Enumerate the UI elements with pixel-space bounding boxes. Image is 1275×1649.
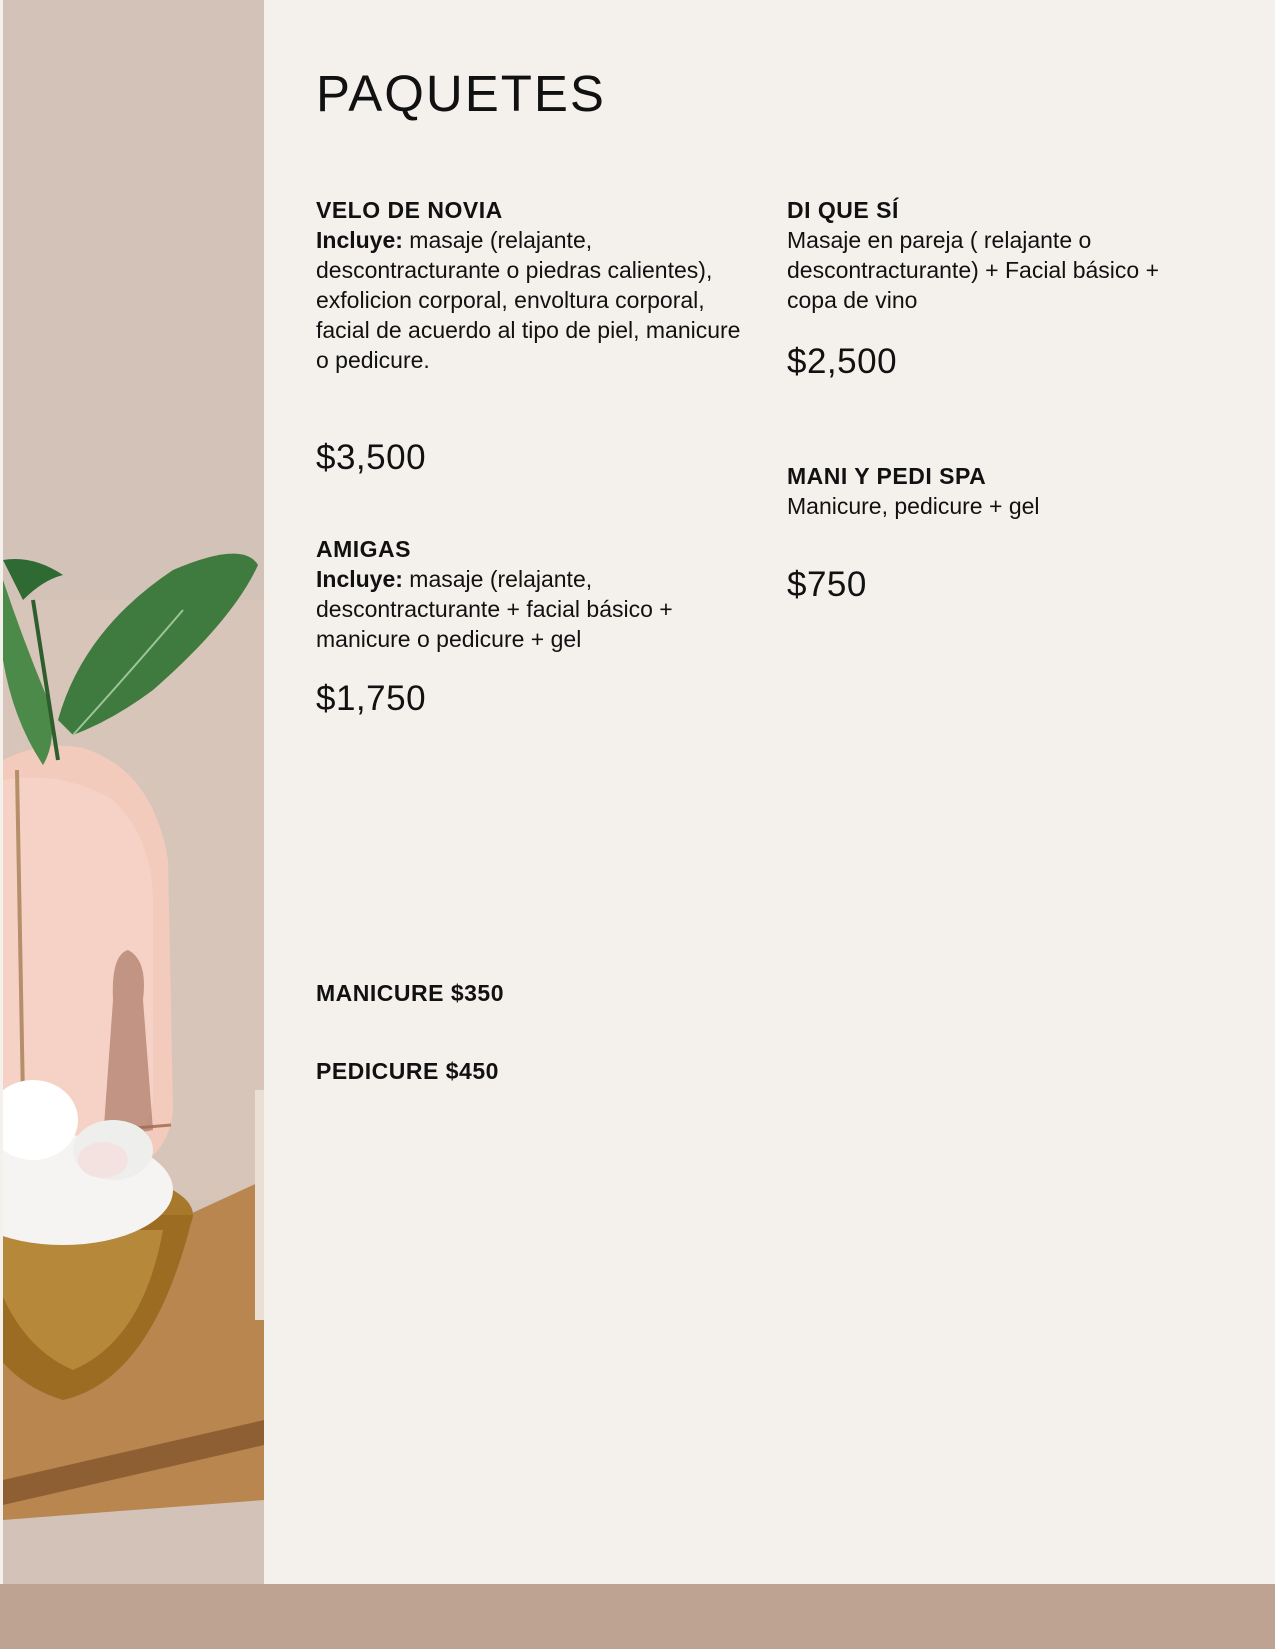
spa-photo-illustration (3, 0, 264, 1584)
single-service-manicure: MANICURE $350 (316, 980, 504, 1006)
package-price: $750 (787, 565, 867, 604)
package-price: $1,750 (316, 679, 427, 718)
decorative-spa-photo (3, 0, 264, 1584)
package-lead: Incluye: (316, 566, 403, 592)
footer-band (0, 1584, 1275, 1649)
package-description (316, 564, 746, 654)
package-description-text: masaje (relajante, descontracturante + facial básico + manicure o pedicure + gel (316, 566, 673, 652)
package-name: VELO DE NOVIA (316, 197, 503, 223)
package-amigas (316, 534, 746, 654)
single-service-pedicure: PEDICURE $450 (316, 1058, 499, 1084)
package-di-que-si (787, 195, 1187, 315)
package-lead: Incluye: (316, 227, 403, 253)
package-price: $3,500 (316, 438, 427, 477)
package-velo-de-novia (316, 195, 746, 375)
package-description: Masaje en pareja ( relajante o descontracturante) + Facial básico + copa de vino (787, 227, 1160, 313)
package-name: AMIGAS (316, 536, 411, 562)
page-title: PAQUETES (316, 65, 606, 122)
package-price: $2,500 (787, 342, 898, 381)
package-name: DI QUE SÍ (787, 197, 899, 223)
package-description-text: masaje (relajante, descontracturante o piedras calientes), exfolicion corporal, envoltura corporal, facial de acuerdo al tipo de piel, manicure o pedicure. (316, 227, 741, 373)
package-description: Manicure, pedicure + gel (787, 493, 1040, 519)
package-name: MANI Y PEDI SPA (787, 463, 987, 489)
package-description (316, 225, 746, 375)
package-mani-y-pedi-spa (787, 461, 1187, 521)
